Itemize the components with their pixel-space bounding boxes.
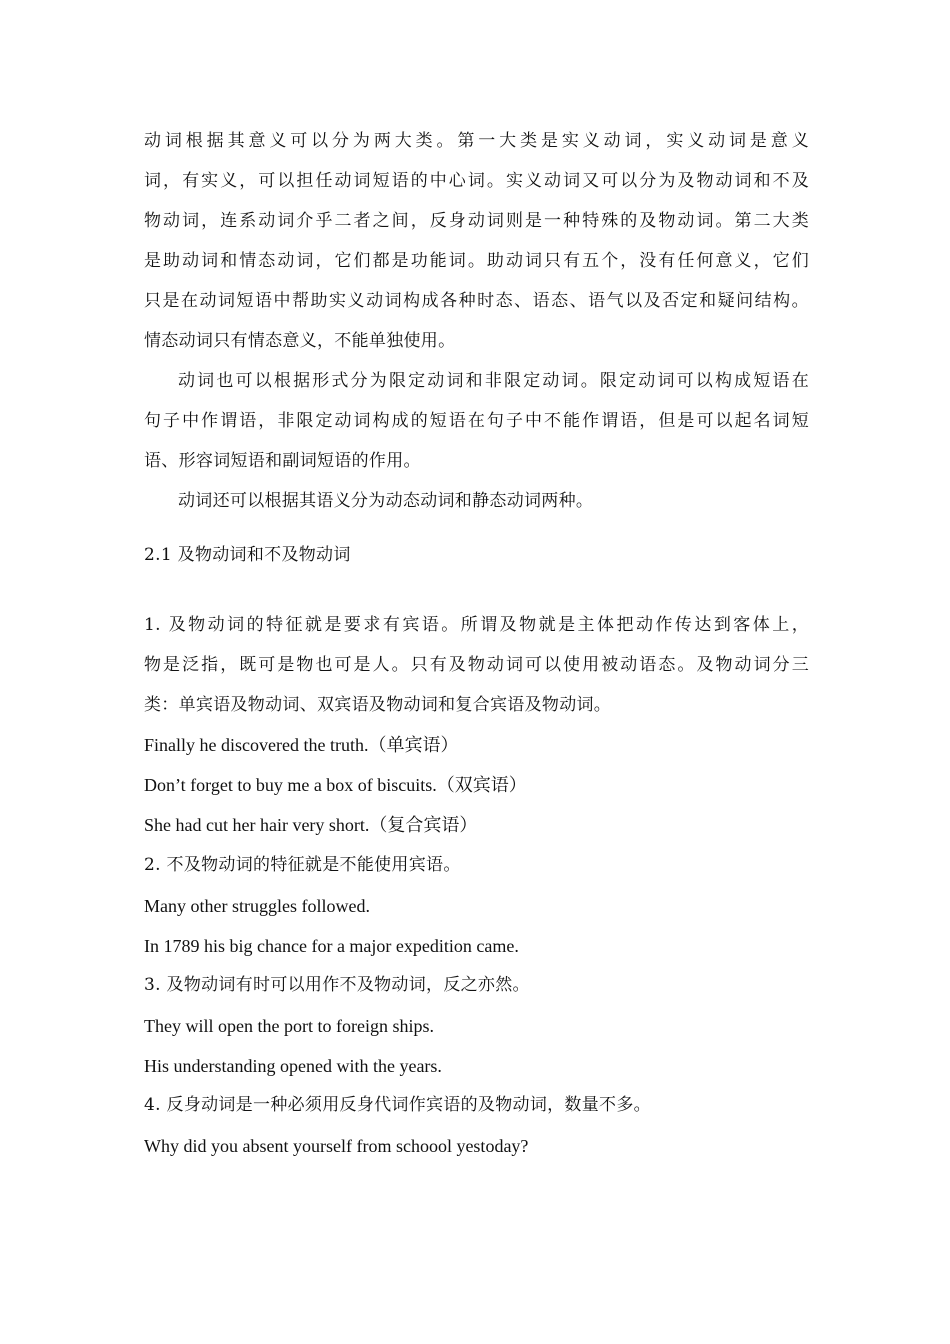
section-heading: 2.1 及物动词和不及物动词 <box>144 545 351 565</box>
point-4: 4. 反身动词是一种必须用反身代词作宾语的及物动词，数量不多。 <box>144 1095 651 1115</box>
intro-paragraph-1-line-6: 情态动词只有情态意义，不能单独使用。 <box>144 331 456 351</box>
example-sentence-2: Don’t forget to buy me a box of biscuits.（双宾语） <box>144 775 527 795</box>
point-2: 2. 不及物动词的特征就是不能使用宾语。 <box>144 855 461 875</box>
example-sentence-7: His understanding opened with the years. <box>144 1056 442 1076</box>
document-page <box>144 0 809 1344</box>
point-1-line-1: 1. 及物动词的特征就是要求有宾语。所谓及物就是主体把动作传达到客体上， <box>144 615 809 635</box>
point-1-line-2: 物是泛指，既可是物也可是人。只有及物动词可以使用被动语态。及物动词分三 <box>144 655 809 675</box>
intro-paragraph-2-line-3: 语、形容词短语和副词短语的作用。 <box>144 451 421 471</box>
intro-paragraph-2-line-1: 动词也可以根据形式分为限定动词和非限定动词。限定动词可以构成短语在 <box>178 371 809 391</box>
intro-paragraph-1-line-1: 动词根据其意义可以分为两大类。第一大类是实义动词，实义动词是意义 <box>144 131 809 151</box>
intro-paragraph-3: 动词还可以根据其语义分为动态动词和静态动词两种。 <box>178 491 594 511</box>
example-sentence-6: They will open the port to foreign ships. <box>144 1016 434 1036</box>
intro-paragraph-1-line-3: 物动词，连系动词介乎二者之间，反身动词则是一种特殊的及物动词。第二大类 <box>144 211 809 231</box>
intro-paragraph-1-line-2: 词，有实义，可以担任动词短语的中心词。实义动词又可以分为及物动词和不及 <box>144 171 809 191</box>
point-1-line-3: 类：单宾语及物动词、双宾语及物动词和复合宾语及物动词。 <box>144 695 612 715</box>
example-sentence-8: Why did you absent yourself from schoool yestoday? <box>144 1136 529 1156</box>
example-sentence-3: She had cut her hair very short.（复合宾语） <box>144 815 478 835</box>
example-sentence-4: Many other struggles followed. <box>144 896 370 916</box>
intro-paragraph-1-line-5: 只是在动词短语中帮助实义动词构成各种时态、语态、语气以及否定和疑问结构。 <box>144 291 809 311</box>
intro-paragraph-2-line-2: 句子中作谓语，非限定动词构成的短语在句子中不能作谓语，但是可以起名词短 <box>144 411 809 431</box>
point-3: 3. 及物动词有时可以用作不及物动词，反之亦然。 <box>144 975 530 995</box>
example-sentence-1: Finally he discovered the truth.（单宾语） <box>144 735 459 755</box>
example-sentence-5: In 1789 his big chance for a major expedition came. <box>144 936 519 956</box>
intro-paragraph-1-line-4: 是助动词和情态动词，它们都是功能词。助动词只有五个，没有任何意义，它们 <box>144 251 809 271</box>
